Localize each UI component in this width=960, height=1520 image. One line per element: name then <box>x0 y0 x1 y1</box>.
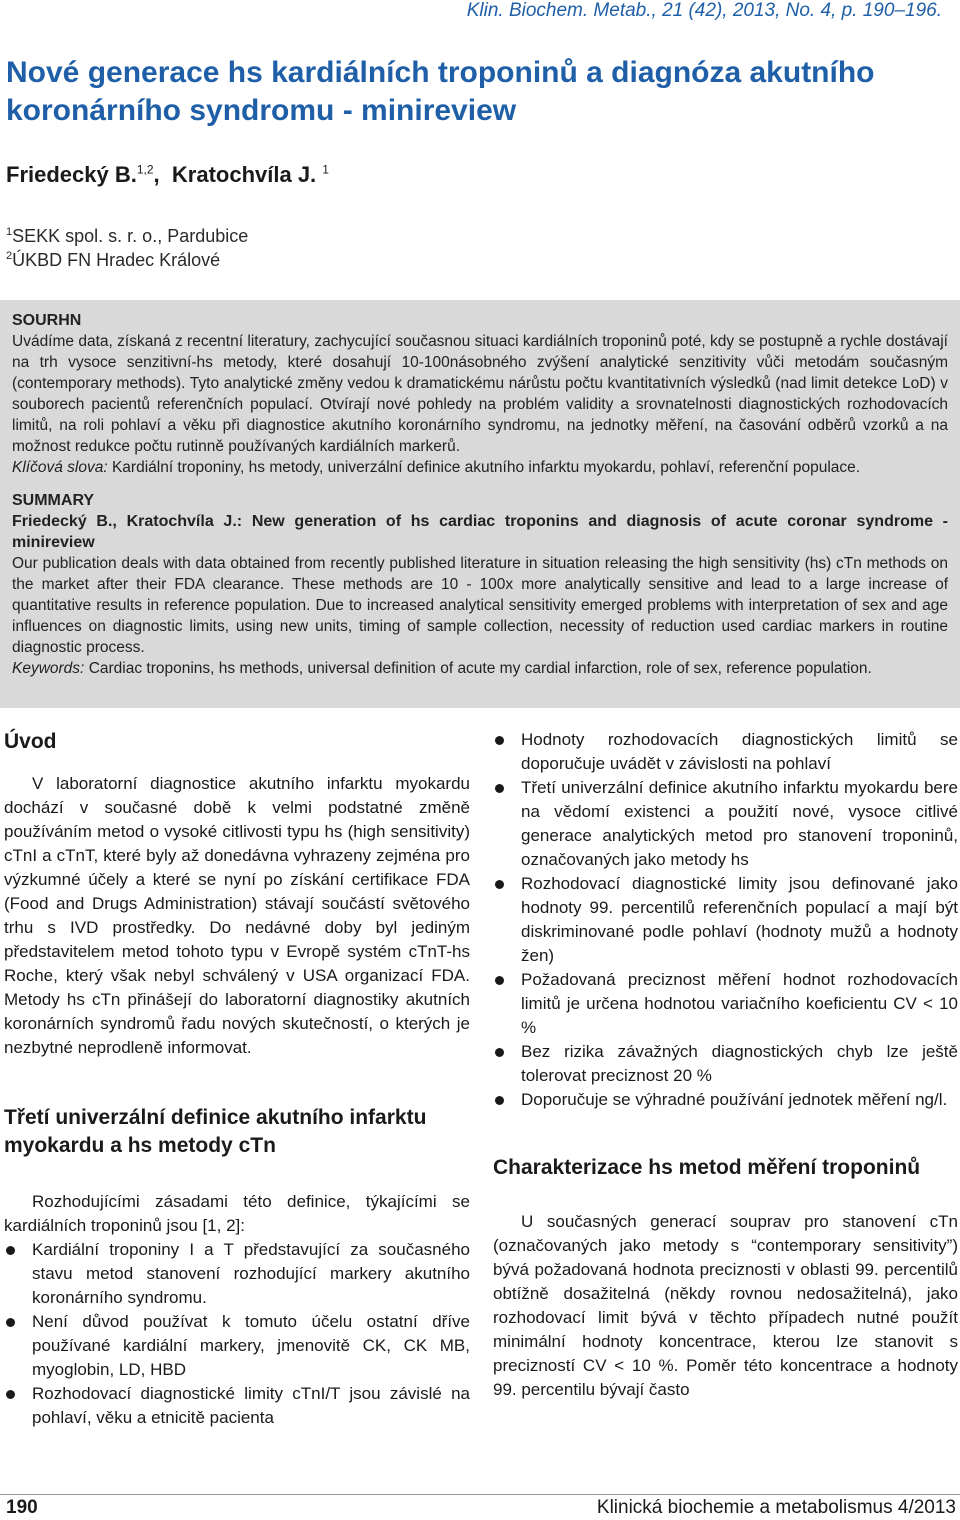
footer-divider <box>0 1494 960 1495</box>
keywords-label: Keywords: <box>12 660 85 677</box>
list-item: Požadovaná preciznost měření hodnot rozhodovacích limitů je určena hodnotou variačního koeficientu CV < 10 % <box>493 968 958 1040</box>
affiliation <box>6 250 220 271</box>
abstract-body-en: Our publication deals with data obtained from recently published literature in situation releasing the high sensitivity (hs) cTn methods on the market after their FDA clearance. These methods are 10 - 100x more analytically sensitive and lead to a large increase of quantitative results in reference population. Due to increased analytical sensitivity emerged problems with interpretation of sex and age influences on diagnostic limits, using new units, timing of sample collection, necessity of reduction used cardiac markers in routine diagnostic process. <box>12 555 948 656</box>
methods-paragraph: U současných generací souprav pro stanovení cTn (označovaných jako metody s “contemporary sensitivity”) bývá požadovaná hodnota preciznosti v oblasti 99. percentilů obtížně dosažitelná (někdy rovnou nedosažitelná), jako rozhodovací limit bývá v těchto případech nutné použít minimální hodnoty koncentrace, kterou lze stanovit s precizností CV < 10 %. Poměr této koncentrace a hodnoty 99. percentilu bývají často <box>493 1212 958 1399</box>
author-line <box>6 162 329 188</box>
keywords-en <box>12 658 948 679</box>
abstract-body-cz: Uvádíme data, získaná z recentní literatury, zachycující současnou situaci kardiálních troponinů poté, kdy se postupně a rychle dostávají na trh vysoce senzitivní-hs metody, které dosahují 10-100násobného zvýšení analytické senzitivity vůči metodám současným (contemporary methods). Tyto analytické změny vedou k dramatickému nárůstu počtu kvantitativních výsledků (nad limit detekce LoD) v souborech pacientů referenčních populací. Otvírají nové pohledy na problém validity a srovnatelnosti diagnostických rozhodovacích limitů, na roli pohlaví a věku při diagnostice akutního koronárního syndromu, na jednotky měření, na časování odběrů vzorků a na možnost redukce počtu rutinně používaných kardiálních markerů. <box>12 333 948 455</box>
list-item: Třetí univerzální definice akutního infarktu myokardu bere na vědomí existenci a použití nové, vysoce citlivé generace analytických metod pro stanovení troponinů, označovaných jako metody hs <box>493 776 958 872</box>
list-item: Rozhodovací diagnostické limity cTnI/T jsou závislé na pohlaví, věku a etnicitě pacienta <box>4 1382 470 1430</box>
journal-name: Klinická biochemie a metabolismus 4/2013 <box>596 1497 956 1518</box>
page-number: 190 <box>6 1497 38 1518</box>
keywords-text: Kardiální troponiny, hs metody, univerzální definice akutního infarktu myokardu, pohlaví, referenční populace. <box>111 459 861 476</box>
definition-list <box>4 1238 470 1430</box>
affiliation-text: ÚKBD FN Hradec Králové <box>12 250 221 270</box>
affiliation <box>6 226 248 247</box>
list-item: Rozhodovací diagnostické limity jsou definované jako hodnoty 99. percentilů referenčních populací a mají být diskriminované podle pohlaví (hodnoty mužů a hodnoty žen) <box>493 872 958 968</box>
author-affiliation-mark: 1,2 <box>136 162 154 177</box>
article-title: Nové generace hs kardiálních troponinů a diagnóza akutního koronárního syndromu - minireview <box>6 56 875 127</box>
list-item: Není důvod používat k tomuto účelu ostatní dříve používané kardiální markery, jmenovitě CK, CK MB, myoglobin, LD, HBD <box>4 1310 470 1382</box>
list-item: Kardiální troponiny I a T představující za současného stavu metod stanovení rozhodující markery akutního koronárního syndromu. <box>4 1238 470 1310</box>
author-name: Friedecký B. <box>6 162 137 187</box>
section-heading-definition: Třetí univerzální definice akutního infarktu myokardu a hs metody cTn <box>4 1106 427 1157</box>
keywords-label: Klíčová slova: <box>12 459 108 476</box>
running-head: Klin. Biochem. Metab., 21 (42), 2013, No. 4, p. 190–196. <box>466 0 942 21</box>
right-column <box>493 728 958 1402</box>
affiliation-text: SEKK spol. s. r. o., Pardubice <box>12 226 249 246</box>
left-column <box>4 728 470 1430</box>
affiliation-mark: 2 <box>6 250 13 262</box>
list-item: Bez rizika závažných diagnostických chyb lze ještě tolerovat preciznost 20 % <box>493 1040 958 1088</box>
summary-citation: Friedecký B., Kratochvíla J.: New generation of hs cardiac troponins and diagnosis of acute coronar syndrome - minireview <box>12 513 948 551</box>
list-item: Doporučuje se výhradné používání jednotek měření ng/l. <box>493 1088 958 1112</box>
definition-list-continued <box>493 728 958 1112</box>
abstract-box <box>0 300 960 708</box>
author-name: Kratochvíla J. <box>171 162 317 187</box>
affiliation-mark: 1 <box>6 226 13 238</box>
keywords-text: Cardiac troponins, hs methods, universal definition of acute my cardial infarction, role of sex, reference population. <box>88 660 872 677</box>
list-item: Hodnoty rozhodovacích diagnostických limitů se doporučuje uvádět v závislosti na pohlaví <box>493 728 958 776</box>
section-heading-methods: Charakterizace hs metod měření troponinů <box>493 1156 921 1179</box>
section-heading-intro: Úvod <box>4 730 57 753</box>
definition-intro: Rozhodujícími zásadami této definice, týkajícími se kardiálních troponinů jsou [1, 2]: <box>4 1192 470 1235</box>
intro-paragraph: V laboratorní diagnostice akutního infarktu myokardu dochází v současné době k velmi podstatné změně používáním metod o vysoké citlivosti typu hs (high sensitivity) cTnI a cTnT, které byly až donedávna vyhrazeny zejména pro výzkumné účely a které se nyní po získání certifikace FDA (Food and Drugs Administration) stávají součástí světového trhu s IVD prostředky. Do nedávné doby byl jediným představitelem metod tohoto typu v Evropě systém cTnT-hs Roche, který však nebyl schválený v USA organizací FDA. Metody hs cTn přinášejí do laboratorní diagnostiky akutních koronárních syndromů řadu nových skutečností, o kterých je nezbytné neprodleně informovat. <box>4 774 470 1057</box>
abstract-heading-en: SUMMARY <box>12 492 95 509</box>
keywords-cz <box>12 457 948 478</box>
abstract-heading-cz: SOURHN <box>12 312 82 329</box>
author-affiliation-mark: 1 <box>322 162 329 177</box>
author-separator: , <box>153 162 160 187</box>
